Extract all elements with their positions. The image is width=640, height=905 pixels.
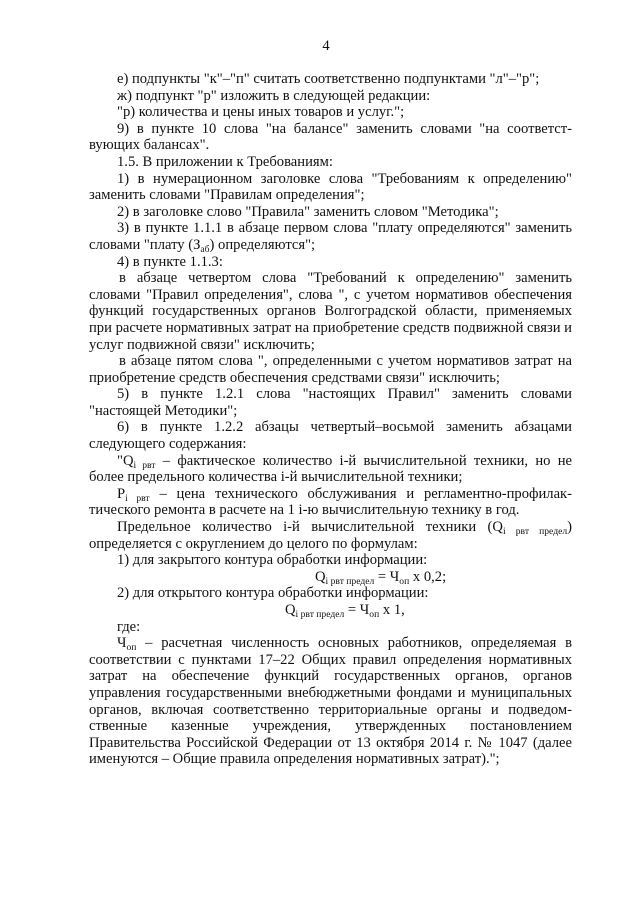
formula-2-equals-ch: = Ч: [344, 602, 370, 618]
formula-1-tail: х 0,2;: [409, 568, 447, 585]
formula-1-ch-subscript: оп: [399, 575, 410, 587]
paragraph-abzac-5: в абзаце пятом слова ", определенными с учетом нормативов затрат на приобретение средств обеспечения средствами связи" исключить;: [89, 353, 572, 386]
formula-1-q-subscript: i рвт предел: [325, 575, 375, 587]
paragraph-item-2: 2) в заголовке слово "Правила" заменить словом "Методика";: [117, 203, 499, 220]
page-number: 4: [322, 38, 330, 54]
paragraph-q-subscript: i рвт: [133, 459, 156, 471]
paragraph-item-5: 5) в пункте 1.2.1 слова "настоящих Правил" заменить словами "настоящей Методики";: [89, 386, 572, 419]
paragraph-q-text-b: – фактическое количество i-й вычислительной техники, но не более предельного количества i-й вычислительной техники;: [89, 452, 572, 486]
paragraph-limit-text-a: Предельное количество i-й вычислительной техники (Q: [117, 519, 503, 536]
formula-2-ch-subscript: оп: [369, 609, 380, 620]
paragraph-item-3-text-a: 3) в пункте 1.1.1 в абзаце первом слова "плату определяются" заменить словами "плату (З: [89, 220, 572, 253]
paragraph-open-contour: 2) для открытого контура обработки информации:: [117, 585, 429, 602]
paragraph-item-3-subscript: аб: [200, 243, 210, 255]
paragraph-where: где:: [117, 618, 141, 635]
paragraph-item-zh: ж) подпункт "р" изложить в следующей редакции:: [117, 87, 431, 104]
paragraph-limit-subscript: i рвт предел: [502, 526, 568, 538]
paragraph-item-3-text-b: ) определяются";: [209, 236, 316, 253]
paragraph-ch-definition: [89, 635, 572, 768]
paragraph-item-4: 4) в пункте 1.1.3:: [117, 253, 223, 270]
paragraph-item-3: [89, 220, 572, 253]
paragraph-p-subscript: i рвт: [125, 492, 150, 504]
paragraph-item-e: е) подпункты "к"–"п" считать соответственно подпунктами "л"–"р";: [117, 71, 540, 87]
paragraph-p-definition: [89, 486, 572, 519]
paragraph-item-r-quote: "р) количества и цены иных товаров и услуг.";: [117, 104, 405, 121]
paragraph-q-definition: [89, 453, 572, 486]
paragraph-limit-quantity: [89, 519, 572, 552]
paragraph-p-text-b: – цена технического обслуживания и регламентно-профилак-тического ремонта в расчете на 1 i-ю вычислительную технику в год.: [89, 485, 572, 519]
formula-2-q: Q: [285, 602, 296, 618]
document-body: [89, 71, 572, 768]
paragraph-abzac-4: в абзаце четвертом слова "Требований к определению" заменить словами "Правил определения", слова ", с учетом нормативов обеспечения функций государственных органов Волгоградской области, применяемых при расчете нормативных затрат на приобретение средств подвижной связи и услуг подвижной связи" исключить;: [89, 270, 572, 353]
formula-1-equals-ch: = Ч: [374, 568, 400, 585]
paragraph-closed-contour: 1) для закрытого контура обработки информации:: [117, 552, 428, 569]
paragraph-item-6: 6) в пункте 1.2.2 абзацы четвертый–восьмой заменить абзацами следующего содержания:: [89, 419, 572, 453]
formula-2-q-subscript: i рвт предел: [295, 609, 345, 620]
paragraph-item-9: 9) в пункте 10 слова "на балансе" заменить словами "на соответст-вующих балансах".: [89, 120, 572, 154]
paragraph-limit-text-b: ) определяется с округлением до целого по формулам:: [89, 519, 572, 552]
paragraph-q-text-a: "Q: [117, 452, 134, 469]
formula-1-q: Q: [315, 568, 326, 585]
paragraph-item-1: 1) в нумерационном заголовке слова "Требованиям к определению" заменить словами "Правилам определения";: [89, 170, 572, 204]
paragraph-ch-subscript: оп: [126, 642, 137, 654]
paragraph-ch-text-a: Ч: [117, 635, 127, 652]
formula-2-tail: х 1,: [379, 602, 405, 618]
paragraph-section-1-5: 1.5. В приложении к Требованиям:: [117, 153, 333, 170]
paragraph-ch-text-b: – расчетная численность основных работников, определяемая в соответствии с пунктами 17–22 Общих правил определения нормативных затрат на обеспечение функций государственных органов, органов управления государственными внебюджетными фондами и муниципальных органов, включая соответственно территориальные органы и подведом-ственные казенные учреждения, утвержденных постановлением Правительства Российской Федерации от 13 октября 2014 г. № 1047 (далее именуются – Общие правила определения нормативных затрат).";: [89, 635, 572, 768]
formula-closed-contour: [89, 569, 572, 586]
formula-open-contour: [89, 602, 572, 619]
paragraph-p-text-a: P: [117, 485, 126, 502]
